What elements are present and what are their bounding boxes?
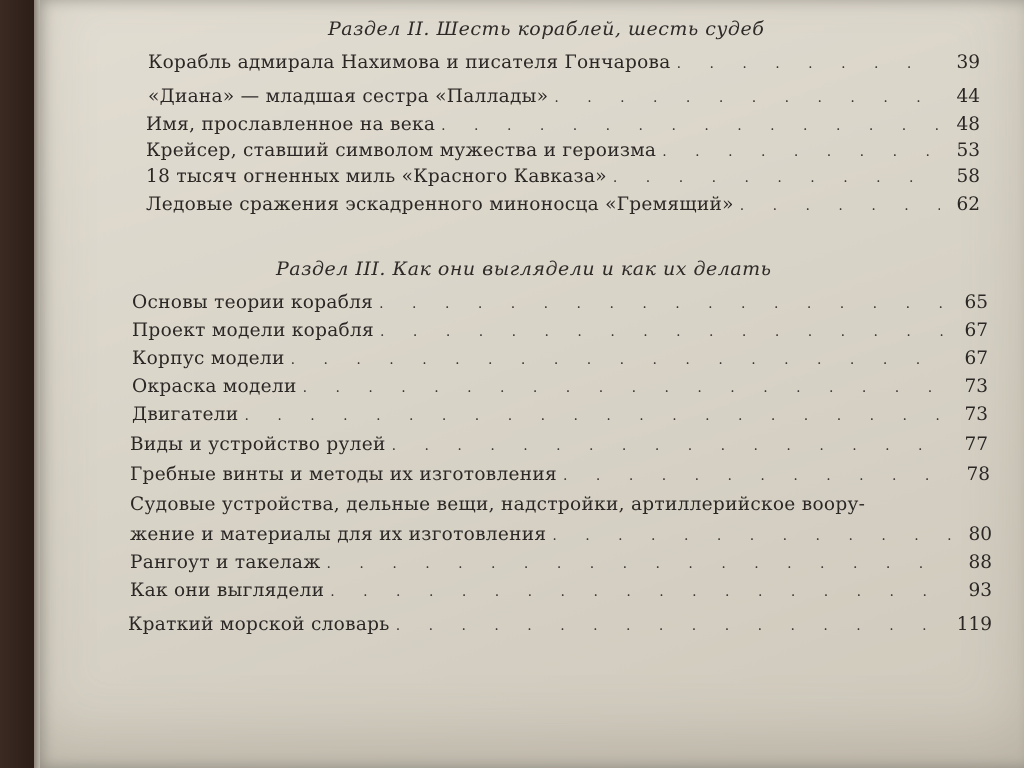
toc-entry-title: «Диана» — младшая сестра «Паллады» xyxy=(148,86,549,107)
toc-entry xyxy=(148,86,980,112)
toc-entry xyxy=(132,404,988,430)
toc-entry-title: Как они выглядели xyxy=(130,580,325,601)
toc-leader-dots xyxy=(563,468,950,484)
toc-entry-title: Основы теории корабля xyxy=(132,292,374,313)
toc-entry-page: 93 xyxy=(968,580,992,601)
toc-entry-title-line2: жение и материалы для их изготовления xyxy=(130,524,547,545)
toc-entry-page: 119 xyxy=(956,614,992,635)
toc-leader-dots xyxy=(554,90,940,106)
toc-entry xyxy=(146,166,980,192)
toc-entry-title: Гребные винты и методы их изготовления xyxy=(130,464,558,485)
toc-leader-dots xyxy=(392,438,948,454)
section-2-title: Раздел II. Шесть кораблей, шесть судеб xyxy=(328,18,765,40)
toc-leader-dots xyxy=(441,118,940,134)
toc-leader-dots xyxy=(662,144,940,160)
toc-entry-page: 44 xyxy=(956,86,980,107)
toc-leader-dots xyxy=(396,618,951,634)
toc-leader-dots xyxy=(244,408,948,424)
toc-entry-title: Крейсер, ставший символом мужества и героизма xyxy=(146,140,657,161)
toc-entry xyxy=(132,320,988,346)
toc-leader-dots xyxy=(677,56,940,72)
section-3-title: Раздел III. Как они выглядели и как их делать xyxy=(276,258,772,280)
toc-entry xyxy=(132,348,988,374)
toc-leader-dots xyxy=(740,198,940,214)
toc-entry xyxy=(132,292,988,318)
toc-entry-title: Виды и устройство рулей xyxy=(130,434,386,455)
toc-leader-dots xyxy=(291,352,948,368)
toc-entry xyxy=(146,140,980,166)
toc-entry-page: 77 xyxy=(964,434,988,455)
toc-entry xyxy=(130,434,988,460)
toc-entry-title-line1: Судовые устройства, дельные вещи, надстройки, артиллерийское воору- xyxy=(130,494,866,515)
toc-leader-dots xyxy=(552,528,952,544)
toc-entry-title: Рангоут и такелаж xyxy=(130,552,321,573)
toc-entry-page: 78 xyxy=(966,464,990,485)
toc-entry xyxy=(130,580,992,606)
toc-leader-dots xyxy=(330,584,952,600)
toc-entry-title: Проект модели корабля xyxy=(132,320,375,341)
toc-entry xyxy=(146,194,980,220)
toc-entry xyxy=(128,614,992,640)
toc-leader-dots xyxy=(303,380,948,396)
toc-entry-page: 58 xyxy=(956,166,980,187)
toc-entry xyxy=(148,52,980,78)
toc-entry-title: 18 тысяч огненных миль «Красного Кавказа» xyxy=(146,166,607,187)
toc-entry-page: 73 xyxy=(964,404,988,425)
toc-entry xyxy=(130,464,990,490)
toc-leader-dots xyxy=(379,296,948,312)
toc-entry xyxy=(132,376,988,402)
toc-entry-title: Ледовые сражения эскадренного миноносца «Гремящий» xyxy=(146,194,734,215)
toc-leader-dots xyxy=(613,170,940,186)
toc-entry-page: 48 xyxy=(956,114,980,135)
toc-entry-page: 53 xyxy=(956,140,980,161)
toc-entry-title: Краткий морской словарь xyxy=(128,614,390,635)
toc-entry xyxy=(130,524,992,550)
toc-leader-dots xyxy=(380,324,948,340)
toc-entry-page: 88 xyxy=(968,552,992,573)
toc-entry-title: Двигатели xyxy=(132,404,239,425)
page-edge xyxy=(34,0,40,768)
toc-entry-page: 39 xyxy=(956,52,980,73)
toc-entry-page: 67 xyxy=(964,320,988,341)
toc-entry xyxy=(130,552,992,578)
toc-entry-title: Имя, прославленное на века xyxy=(146,114,436,135)
toc-entry-page: 65 xyxy=(964,292,988,313)
toc-entry-page: 67 xyxy=(964,348,988,369)
toc-entry-page: 73 xyxy=(964,376,988,397)
toc-entry-page: 80 xyxy=(968,524,992,545)
toc-entry-page: 62 xyxy=(956,194,980,215)
toc-entry xyxy=(146,114,980,140)
toc-entry-title: Окраска модели xyxy=(132,376,297,397)
toc-entry-title: Корабль адмирала Нахимова и писателя Гончарова xyxy=(148,52,671,73)
toc-entry-title: Корпус модели xyxy=(132,348,285,369)
toc-leader-dots xyxy=(327,556,952,572)
